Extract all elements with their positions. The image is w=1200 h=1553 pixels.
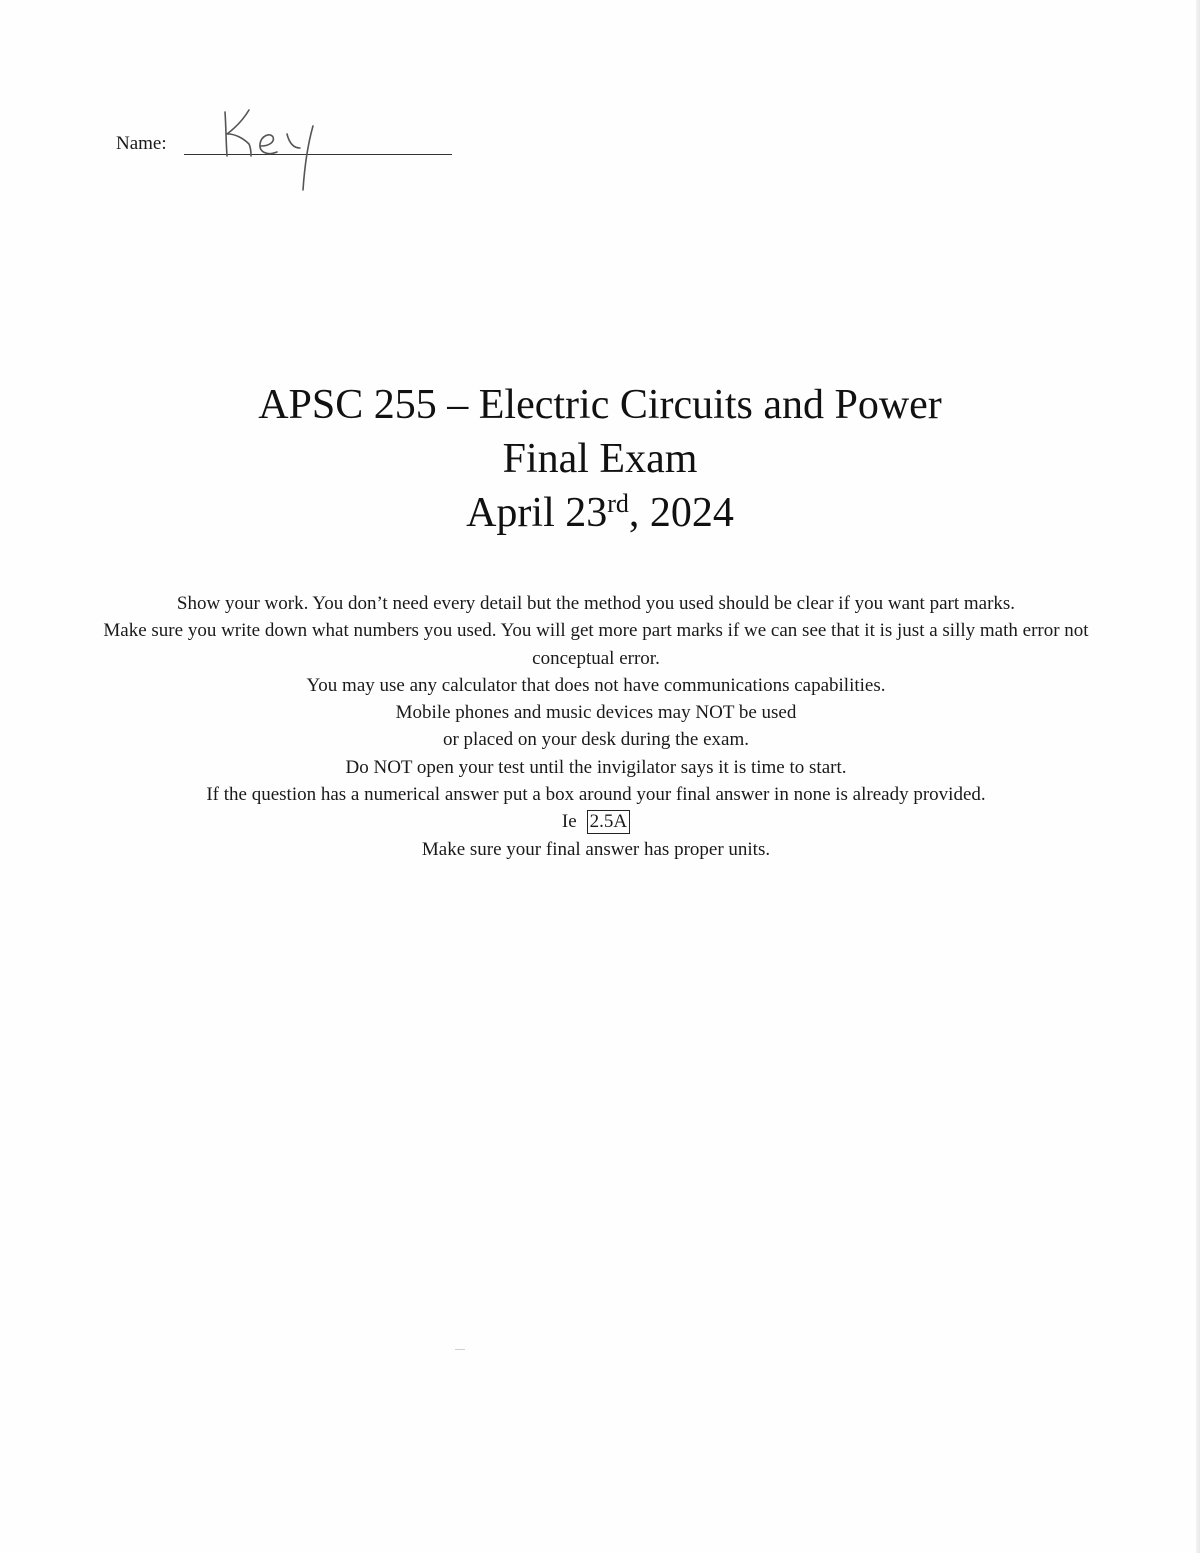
handwriting-key-drawing [215,104,345,196]
exam-type: Final Exam [502,436,698,482]
instruction-show-work: Show your work. You don’t need every detail but the method you used should be clear if you want part marks. [176,593,1016,614]
instruction-units: Make sure your final answer has proper units. [421,838,771,860]
exam-date-day: April 23 [466,490,608,536]
exam-date-year: , 2024 [628,490,734,536]
exam-date [0,486,1200,540]
instruction-mobile-2: or placed on your desk during the exam. [442,729,750,751]
example-prefix: Ie [561,811,577,833]
handwritten-name-key [215,104,345,196]
example-boxed-answer: 2.5A [587,810,630,834]
scan-speck [455,1349,465,1350]
exam-instructions [100,590,1092,863]
name-label: Name: [116,133,167,154]
instruction-box-answer: If the question has a numerical answer put a box around your final answer in none is already provided. [206,784,986,806]
instruction-do-not-open: Do NOT open your test until the invigilator says it is time to start. [345,756,847,778]
instruction-example [100,808,1092,835]
scan-edge [1196,0,1200,1553]
instruction-calculator: You may use any calculator that does not have communications capabilities. [306,674,886,696]
exam-date-ordinal: rd [607,489,629,518]
course-title: APSC 255 – Electric Circuits and Power [258,382,942,428]
instruction-mobile-1: Mobile phones and music devices may NOT be used [395,702,797,724]
exam-title-block [0,378,1200,540]
instruction-write-numbers: Make sure you write down what numbers you used. You will get more part marks if we can see that it is just a silly math error not conceptual error. [103,620,1089,669]
